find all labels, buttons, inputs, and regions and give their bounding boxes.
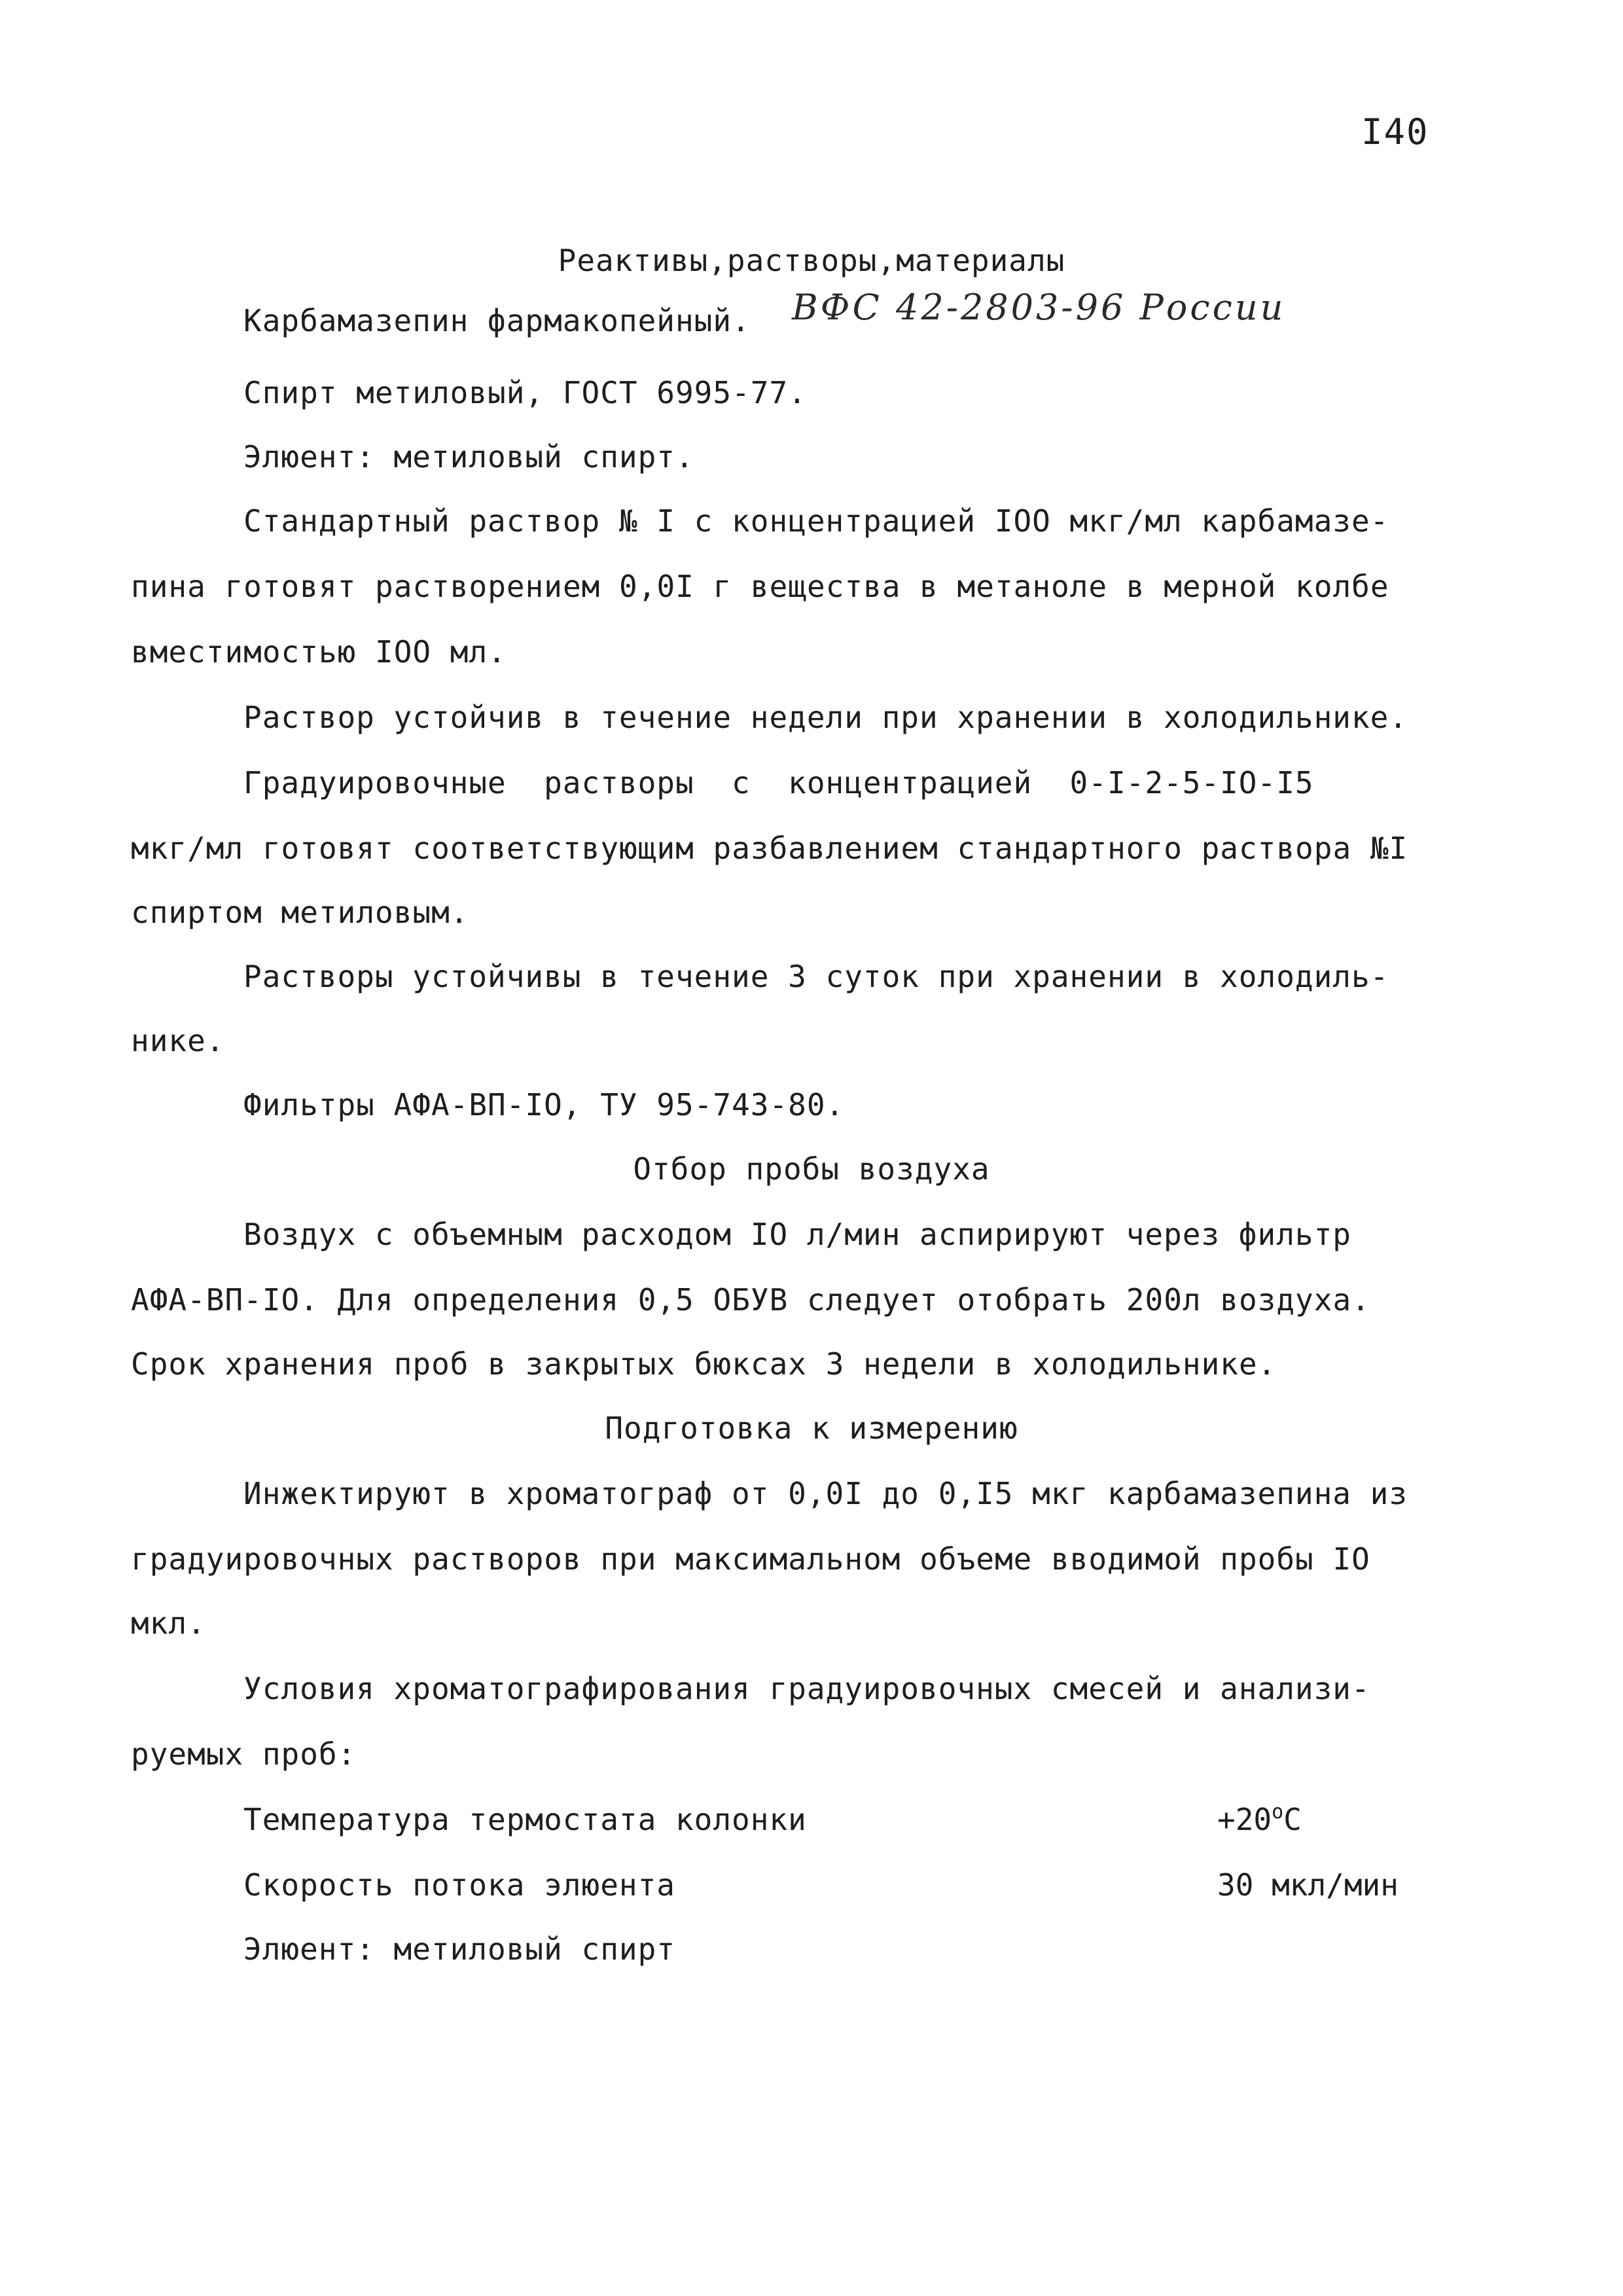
page-number: I40 [1361,111,1429,152]
preparation-line-1: Инжектируют в хроматограф от 0,0I до 0,I5 мкг карбамазепина из [243,1476,1408,1511]
stability-1: Раствор устойчив в течение недели при хранении в холодильнике. [243,700,1408,735]
heading-sampling: Отбор пробы воздуха [633,1151,990,1187]
handwritten-note: ВФС 42-2803-96 России [792,287,1286,328]
condition-flow-value: 30 мкл/мин [1217,1867,1399,1903]
condition-eluent: Элюент: метиловый спирт [243,1931,675,1967]
sampling-line-1: Воздух с объемным расходом IO л/мин аспирируют через фильтр [243,1217,1351,1252]
preparation-line-2: градуировочных растворов при максимальном объеме вводимой пробы IO [131,1541,1370,1577]
condition-temp-value [1217,1800,1302,1839]
conditions-intro-line-2: руемых проб: [131,1736,357,1772]
standard-solution-line-1: Стандартный раствор № I с концентрацией IOO мкг/мл карбамазе- [243,503,1389,539]
reagent-methanol: Спирт метиловый, ГОСТ 6995-77. [243,375,807,410]
heading-preparation: Подготовка к измерению [605,1410,1018,1446]
degree-sign: o [1272,1801,1284,1823]
temp-number: +20 [1217,1802,1272,1837]
conditions-intro-line-1: Условия хроматографирования градуировочных смесей и анализи- [243,1671,1370,1706]
sampling-line-3: Срок хранения проб в закрытых бюксах 3 недели в холодильнике. [131,1346,1277,1382]
stability-2-line-1: Растворы устойчивы в течение 3 суток при хранении в холодиль- [243,959,1389,994]
heading-reagents: Реактивы,растворы,материалы [558,243,1065,278]
condition-temp-label: Температура термостата колонки [243,1802,807,1837]
standard-solution-line-2: пина готовят растворением 0,0I г вещества в метаноле в мерной колбе [131,569,1389,604]
calibration-line-3: спиртом метиловым. [131,895,469,930]
stability-2-line-2: нике. [131,1023,225,1058]
temp-unit: C [1283,1802,1302,1837]
calibration-line-2: мкг/мл готовят соответствующим разбавлением стандартного раствора №I [131,831,1408,866]
calibration-line-1: Градуировочные растворы с концентрацией 0-I-2-5-IO-I5 [243,765,1314,800]
condition-flow-label: Скорость потока элюента [243,1867,675,1903]
filters: Фильтры АФА-ВП-IO, ТУ 95-743-80. [243,1087,845,1122]
reagent-carbamazepine: Карбамазепин фармакопейный. [243,303,751,338]
sampling-line-2: АФА-ВП-IO. Для определения 0,5 ОБУВ следует отобрать 200л воздуха. [131,1282,1370,1318]
reagent-eluent: Элюент: метиловый спирт. [243,439,694,475]
standard-solution-line-3: вместимостью IOO мл. [131,634,507,670]
preparation-line-3: мкл. [131,1605,206,1641]
